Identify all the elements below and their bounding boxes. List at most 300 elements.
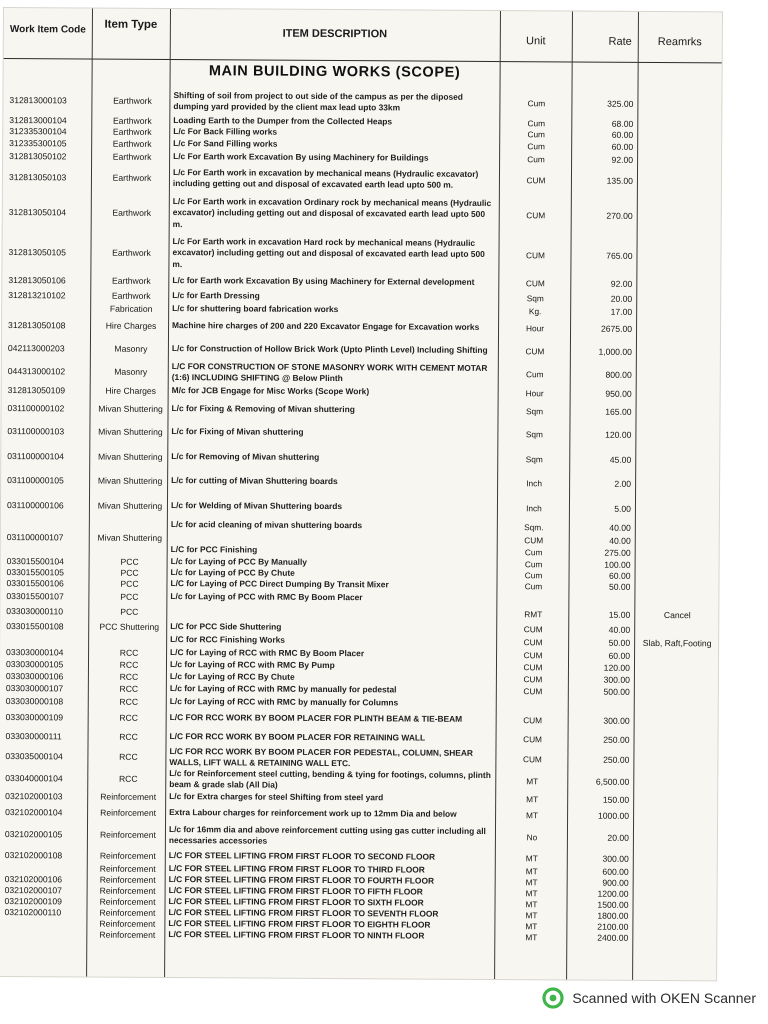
item-type: PCC	[120, 567, 139, 578]
remarks	[637, 400, 719, 424]
remarks	[636, 649, 718, 663]
rate: 600.00	[602, 866, 629, 877]
item-description	[170, 603, 494, 622]
item-type: Mivan Shuttering	[97, 451, 163, 462]
unit: CUM	[523, 734, 543, 745]
item-description: L/c for Fixing & Removing of Mivan shuttering	[171, 402, 355, 414]
item-type: Reinforcement	[99, 874, 156, 885]
work-item-code: 031100000106	[6, 500, 64, 511]
remarks	[636, 623, 718, 638]
unit: MT	[526, 794, 539, 805]
item-description: L/c for Earth Dressing	[172, 289, 260, 301]
work-item-code: 033015500105	[6, 566, 64, 577]
rate: 20.00	[610, 293, 633, 304]
rate	[568, 592, 630, 605]
oken-scanner-logo-icon	[542, 987, 564, 1009]
item-type	[93, 544, 167, 556]
item-description: L/C FOR STEEL LIFTING FROM FIRST FLOOR TO SIXTH FLOOR	[168, 895, 424, 908]
item-type: PCC	[120, 578, 139, 589]
work-item-code: 031100000104	[7, 450, 65, 461]
work-item-code: 032102000104	[5, 807, 63, 818]
unit: RMT	[524, 608, 543, 619]
unit: Inch	[526, 503, 542, 514]
item-description: L/C FOR RCC WORK BY BOOM PLACER FOR RETAINING WALL	[169, 731, 426, 743]
rate: 300.00	[603, 715, 630, 726]
unit: Sqm.	[524, 522, 544, 533]
remarks	[637, 522, 719, 535]
item-type: Earthwork	[111, 275, 151, 286]
rate: 60.00	[608, 650, 631, 661]
remarks	[637, 496, 719, 523]
remarks	[639, 141, 721, 154]
work-item-code: 312813000104	[9, 114, 67, 125]
item-description: L/c For Earth work in excavation by mechanical means (Hydraulic excavator) including getting out and disposal of excavated earth lead upto 500 m.	[172, 166, 479, 190]
unit	[500, 697, 566, 710]
work-item-code: 033030000104	[6, 646, 64, 657]
unit: Cum	[525, 369, 544, 380]
item-type: Reinforcement	[100, 791, 157, 802]
work-item-code	[4, 917, 88, 929]
rate: 765.00	[606, 250, 633, 261]
item-type: Reinforcement	[99, 907, 156, 918]
item-type: Earthwork	[112, 126, 152, 137]
item-description: L/C for PCC Side Shuttering	[170, 621, 282, 632]
unit: Hour	[526, 323, 545, 334]
rate: 60.00	[609, 570, 631, 581]
item-description: Machine hire charges of 200 and 220 Excavator Engage for Excavation works	[172, 320, 480, 333]
item-type: Reinforcement	[99, 863, 156, 874]
item-description: L/C for Laying of PCC Direct Dumping By Transit Mixer	[170, 578, 389, 590]
rate: 15.00	[608, 609, 631, 620]
unit: MT	[526, 810, 539, 821]
remarks	[637, 423, 719, 448]
rate: 92.00	[610, 278, 633, 289]
rate: 1800.00	[597, 910, 629, 921]
rate: 325.00	[607, 98, 634, 109]
item-description: L/c for 16mm dia and above reinforcement cutting using gas cutter including all necessaries accessories	[168, 823, 486, 846]
rate: 60.00	[611, 129, 634, 140]
rate: 50.00	[608, 637, 631, 648]
item-description: M/c for JCB Engage for Misc Works (Scope Work)	[171, 384, 370, 396]
rate: 270.00	[606, 210, 633, 221]
unit: CUM	[526, 250, 545, 261]
item-type: Reinforcement	[99, 885, 156, 896]
rate: 20.00	[607, 832, 629, 843]
rate: 150.00	[602, 794, 630, 805]
item-type: RCC	[119, 731, 138, 742]
header-work-item-code: Work Item Code	[9, 24, 86, 36]
unit	[500, 592, 566, 605]
remarks	[635, 877, 717, 889]
unit: CUM	[523, 686, 543, 697]
rate: 17.00	[610, 306, 633, 317]
unit: Cum	[527, 98, 546, 109]
remarks	[635, 793, 717, 808]
rate: 40.00	[609, 522, 631, 533]
unit: MT	[525, 920, 538, 931]
remarks	[636, 593, 718, 607]
unit: MT	[525, 865, 538, 876]
page-title: MAIN BUILDING WORKS (SCOPE)	[208, 63, 461, 81]
item-description: L/C FOR STEEL LIFTING FROM FIRST FLOOR TO SECOND FLOOR	[168, 849, 436, 862]
unit: Sqm	[525, 429, 543, 440]
rate: 2.00	[614, 478, 632, 489]
item-description: L/C FOR STEEL LIFTING FROM FIRST FLOOR TO NINTH FLOOR	[168, 928, 425, 941]
remarks	[636, 674, 718, 687]
rate: 45.00	[609, 454, 632, 465]
unit: Hour	[525, 387, 544, 398]
item-description: L/c for Construction of Hollow Brick Work (Upto Plinth Level) Including Shifting	[171, 342, 488, 355]
item-type: PCC	[120, 591, 139, 602]
remarks	[639, 90, 721, 119]
scanned-page	[0, 8, 722, 980]
unit: MT	[525, 887, 538, 898]
unit: Cum	[524, 558, 543, 569]
item-type: Reinforcement	[99, 829, 156, 840]
rate: 1000.00	[597, 810, 630, 821]
item-description: Loading Earth to the Dumper from the Collected Heaps	[173, 114, 393, 127]
remarks	[637, 472, 719, 497]
item-description: L/C FOR RCC WORK BY BOOM PLACER FOR PLINTH BEAM & TIE-BEAM	[169, 712, 463, 725]
remarks	[637, 570, 719, 582]
item-type: Mivan Shuttering	[98, 426, 163, 437]
table-row	[3, 162, 721, 196]
item-description: L/c for Fixing of Mivan shuttering	[171, 426, 304, 438]
table-header	[4, 8, 722, 63]
work-item-code: 312813050109	[7, 384, 66, 395]
rate: 500.00	[603, 686, 630, 697]
remarks	[639, 153, 721, 167]
work-item-code	[4, 928, 88, 940]
remarks	[635, 899, 717, 911]
item-description: L/c for acid cleaning of mivan shuttering boards	[170, 519, 363, 531]
header-rate: Rate	[608, 35, 632, 48]
rate: 2100.00	[597, 921, 629, 932]
rate: 900.00	[602, 877, 629, 888]
remarks	[637, 534, 719, 548]
rate: 50.00	[608, 581, 631, 592]
remarks	[638, 340, 720, 364]
work-item-code	[5, 862, 89, 874]
remarks	[636, 581, 718, 594]
remarks	[638, 236, 720, 277]
unit: Kg.	[528, 306, 542, 317]
work-item-code: 312335300105	[9, 138, 67, 149]
work-item-code: 033030000109	[5, 712, 64, 723]
work-item-code	[7, 543, 91, 556]
work-item-code: 033035000104	[5, 751, 63, 762]
item-type: RCC	[119, 751, 138, 762]
rate-table-body	[4, 86, 722, 943]
rate: 60.00	[611, 141, 634, 152]
item-type: Fabrication	[109, 303, 153, 314]
rate: 250.00	[603, 754, 630, 765]
item-description: L/c for Extra charges for steel Shifting from steel yard	[169, 791, 384, 803]
item-description: L/C FOR STEEL LIFTING FROM FIRST FLOOR TO SEVENTH FLOOR	[168, 906, 439, 919]
work-item-code: 312813000103	[9, 95, 67, 106]
item-type	[92, 634, 166, 646]
unit: MT	[525, 876, 538, 887]
unit: MT	[525, 898, 538, 909]
rate: 120.00	[603, 662, 631, 673]
work-item-code: 033015500106	[6, 578, 64, 589]
rate: 92.00	[611, 154, 634, 165]
unit: Cum	[527, 141, 545, 152]
remarks	[635, 749, 717, 772]
unit: CUM	[523, 637, 543, 648]
rate: 68.00	[611, 118, 634, 129]
rate	[568, 697, 630, 710]
rate: 950.00	[605, 388, 632, 399]
item-type: Earthwork	[113, 95, 152, 106]
unit: Cum	[527, 117, 546, 128]
remarks	[638, 291, 720, 307]
remarks	[639, 129, 721, 142]
work-item-code: 033015500107	[6, 590, 64, 601]
unit: CUM	[523, 715, 543, 726]
item-type: Mivan Shuttering	[97, 475, 163, 486]
item-description: L/c for Laying of RCC with RMC by manually for Columns	[169, 695, 399, 708]
unit: CUM	[523, 674, 543, 685]
remarks	[638, 363, 720, 388]
item-description: L/C FOR CONSTRUCTION OF STONE MASONRY WORK WITH CEMENT MOTAR (1:6) INCLUDING SHIFTING @ Below Plinth	[171, 360, 488, 384]
item-description: L/c For Sand Filling works	[173, 138, 278, 149]
work-item-code: 031100000102	[7, 402, 65, 413]
remarks	[637, 559, 719, 571]
item-type: Hire Charges	[105, 385, 157, 396]
item-description: Shifting of soil from project to out side of the campus as per the diposed dumping yard provided by the client max lead upto 33km	[173, 89, 463, 113]
unit: MT	[525, 931, 538, 942]
item-type: Reinforcement	[100, 807, 157, 818]
item-type: Mivan Shuttering	[98, 403, 163, 414]
item-description: L/c for Removing of Mivan shuttering	[171, 450, 320, 462]
header-unit: Unit	[525, 35, 546, 48]
item-description: L/c for shuttering board fabrication works	[172, 303, 339, 315]
remarks	[636, 662, 718, 675]
work-item-code: 312335300104	[9, 126, 67, 137]
item-type: RCC	[119, 683, 139, 694]
work-item-code: 312813050104	[8, 207, 67, 218]
remarks	[634, 921, 716, 933]
unit: MT	[525, 852, 538, 863]
item-type: PCC	[120, 606, 139, 617]
remarks	[639, 118, 721, 130]
unit: Inch	[526, 478, 542, 489]
work-item-code: 031100000105	[7, 475, 64, 486]
unit: CUM	[523, 662, 543, 673]
remarks	[635, 825, 717, 852]
work-item-code: 032102000107	[4, 884, 63, 895]
unit: Cum	[524, 569, 543, 580]
work-item-code: 032102000109	[4, 895, 62, 906]
item-type: Earthwork	[111, 290, 151, 301]
item-description: L/c for Laying of PCC with RMC By Boom Placer	[170, 590, 363, 602]
work-item-code: 033030000106	[5, 671, 64, 682]
remarks	[635, 851, 717, 867]
item-type: RCC	[119, 712, 139, 723]
scanner-watermark-text: Scanned with OKEN Scanner	[572, 990, 756, 1006]
rate: 275.00	[604, 547, 631, 558]
item-description: L/C FOR STEEL LIFTING FROM FIRST FLOOR TO THIRD FLOOR	[168, 862, 425, 875]
work-item-code: 312813050105	[8, 247, 66, 258]
remarks	[637, 447, 719, 473]
work-item-code: 033030000107	[5, 683, 64, 694]
table-row	[3, 86, 721, 118]
work-item-code: 031100000103	[7, 426, 65, 437]
unit: Sqm	[526, 292, 544, 303]
item-type: Earthwork	[112, 138, 152, 149]
unit: Cum	[527, 129, 546, 140]
rate: 1500.00	[597, 899, 629, 910]
work-item-code: 032102000110	[4, 906, 62, 917]
rate: 1,000.00	[598, 346, 632, 357]
item-description: L/c For Back Filling works	[173, 126, 278, 137]
rate: 2675.00	[600, 323, 633, 334]
work-item-code: 312813210102	[8, 289, 66, 300]
remarks	[636, 698, 718, 712]
item-description: L/c For Earth work Excavation By using Machinery for Buildings	[173, 150, 429, 163]
rate: 1200.00	[597, 888, 629, 899]
rate: 300.00	[602, 853, 629, 864]
item-description: L/c for cutting of Mivan Shuttering boards	[171, 475, 338, 487]
work-item-code: 032102000103	[5, 791, 63, 802]
item-type: Earthwork	[112, 151, 152, 162]
unit: Sqm	[525, 453, 543, 464]
item-description: L/C FOR STEEL LIFTING FROM FIRST FLOOR TO FIFTH FLOOR	[168, 884, 423, 897]
unit: CUM	[525, 277, 545, 288]
item-description: L/C FOR RCC WORK BY BOOM PLACER FOR PEDESTAL, COLUMN, SHEAR WALLS, LIFT WALL & RETAINING WALL ETC.	[169, 745, 474, 769]
remarks: Cancel	[663, 609, 691, 620]
work-item-code: 312813050102	[9, 150, 67, 161]
item-description: L/c for Laying of RCC with RMC By Pump	[169, 659, 335, 671]
work-item-code: 033040000104	[5, 773, 63, 784]
item-description: L/C for RCC Finishing Works	[170, 634, 285, 645]
remarks	[635, 807, 717, 826]
work-item-code: 033030000111	[5, 731, 62, 742]
work-item-code	[7, 518, 91, 531]
item-description: L/C FOR STEEL LIFTING FROM FIRST FLOOR TO FOURTH FLOOR	[168, 873, 435, 886]
rate: 6,500.00	[595, 776, 630, 787]
rate: 100.00	[604, 559, 631, 570]
work-item-code: 032102000108	[4, 849, 63, 860]
item-description: L/C FOR STEEL LIFTING FROM FIRST FLOOR TO EIGHTH FLOOR	[168, 917, 431, 930]
rate: 40.00	[609, 535, 631, 546]
item-type: Earthwork	[112, 172, 152, 183]
rate: 250.00	[603, 734, 630, 745]
header-item-type: Item Type	[104, 18, 158, 31]
rate: 5.00	[614, 503, 631, 514]
header-remarks: Reamrks	[657, 35, 702, 49]
remarks	[639, 196, 721, 237]
item-type: Reinforcement	[99, 929, 156, 940]
item-description: Extra Labour charges for reinforcement work up to 12mm Dia and below	[169, 807, 457, 820]
remarks	[635, 866, 717, 878]
item-type: PCC Shuttering	[99, 621, 160, 632]
remarks	[634, 932, 716, 944]
item-type: RCC	[119, 671, 139, 682]
remarks	[638, 387, 720, 401]
rate: 300.00	[603, 674, 630, 685]
item-description: L/c for Laying of PCC By Manually	[170, 555, 307, 567]
unit: CUM	[526, 210, 546, 221]
rate: 135.00	[606, 175, 633, 186]
remarks	[634, 910, 716, 922]
remarks	[638, 276, 720, 292]
unit: CUM	[524, 534, 544, 545]
work-item-code: 312813050106	[8, 274, 66, 285]
remarks	[636, 686, 718, 699]
item-description: L/C for PCC Finishing	[170, 544, 258, 555]
remarks: Slab, Raft,Footing	[642, 637, 712, 649]
item-type: Reinforcement	[99, 896, 156, 907]
work-item-code: 312813050103	[8, 172, 67, 183]
item-type: Earthwork	[112, 207, 152, 218]
remarks	[637, 547, 719, 560]
work-item-code: 033015500104	[6, 555, 65, 566]
unit: CUM	[522, 754, 542, 765]
scanner-watermark	[542, 986, 756, 1010]
item-description: L/c for Laying of RCC with RMC by manually for pedestal	[169, 683, 397, 695]
item-description: L/c for Welding of Mivan Shuttering boards	[170, 500, 343, 512]
unit: Sqm	[525, 405, 544, 416]
item-type: Reinforcement	[99, 850, 156, 861]
unit: CUM	[523, 649, 543, 660]
rate: 165.00	[605, 406, 632, 417]
work-item-code: 033030000108	[5, 695, 64, 706]
remarks	[636, 711, 718, 732]
item-type	[93, 519, 167, 531]
remarks	[635, 771, 717, 794]
item-type: Masonry	[114, 343, 148, 354]
remarks	[635, 731, 717, 750]
rate: 120.00	[605, 429, 632, 440]
item-type: RCC	[119, 647, 139, 658]
work-item-code: 033015500108	[6, 621, 64, 632]
item-description: L/c For Earth work in excavation Ordinary rock by mechanical means (Hydraulic excavator) including getting out and disposal of excavated earth lead upto 500 m.	[172, 195, 492, 229]
item-type: RCC	[118, 773, 138, 784]
remarks	[638, 306, 720, 319]
unit: CUM	[525, 345, 545, 356]
work-item-code: 033030000105	[5, 659, 64, 670]
item-type: Mivan Shuttering	[97, 532, 163, 543]
work-item-code: 033030000110	[6, 605, 64, 616]
item-type: RCC	[119, 659, 139, 670]
unit: CUM	[523, 624, 543, 635]
work-item-code: 032102000105	[4, 829, 63, 840]
unit: No	[526, 832, 538, 843]
rate: 800.00	[605, 369, 632, 380]
item-type: RCC	[119, 696, 139, 707]
item-description: L/c for Laying of PCC By Chute	[170, 566, 295, 578]
remarks	[635, 888, 717, 900]
table-row	[3, 192, 721, 236]
unit: MT	[526, 776, 539, 787]
header-item-description: ITEM DESCRIPTION	[282, 27, 388, 41]
remarks	[639, 166, 721, 197]
work-item-code: 031100000107	[6, 531, 64, 542]
item-description: L/c for Reinforcement steel cutting, bending & tying for footings, columns, plinth beam & grade slab (All Dia)	[169, 767, 491, 790]
rate: 2400.00	[597, 932, 629, 943]
table-row	[2, 232, 720, 276]
item-description: L/c for Earth work Excavation By using Machinery for External development	[172, 274, 475, 287]
item-type: Hire Charges	[105, 320, 157, 331]
unit: Cum	[524, 547, 543, 558]
work-item-code: 312813050108	[8, 320, 66, 331]
item-type: PCC	[120, 556, 139, 567]
work-item-code: 044313000102	[7, 366, 66, 377]
item-type: Reinforcement	[99, 918, 156, 929]
unit: Cum	[527, 153, 545, 164]
